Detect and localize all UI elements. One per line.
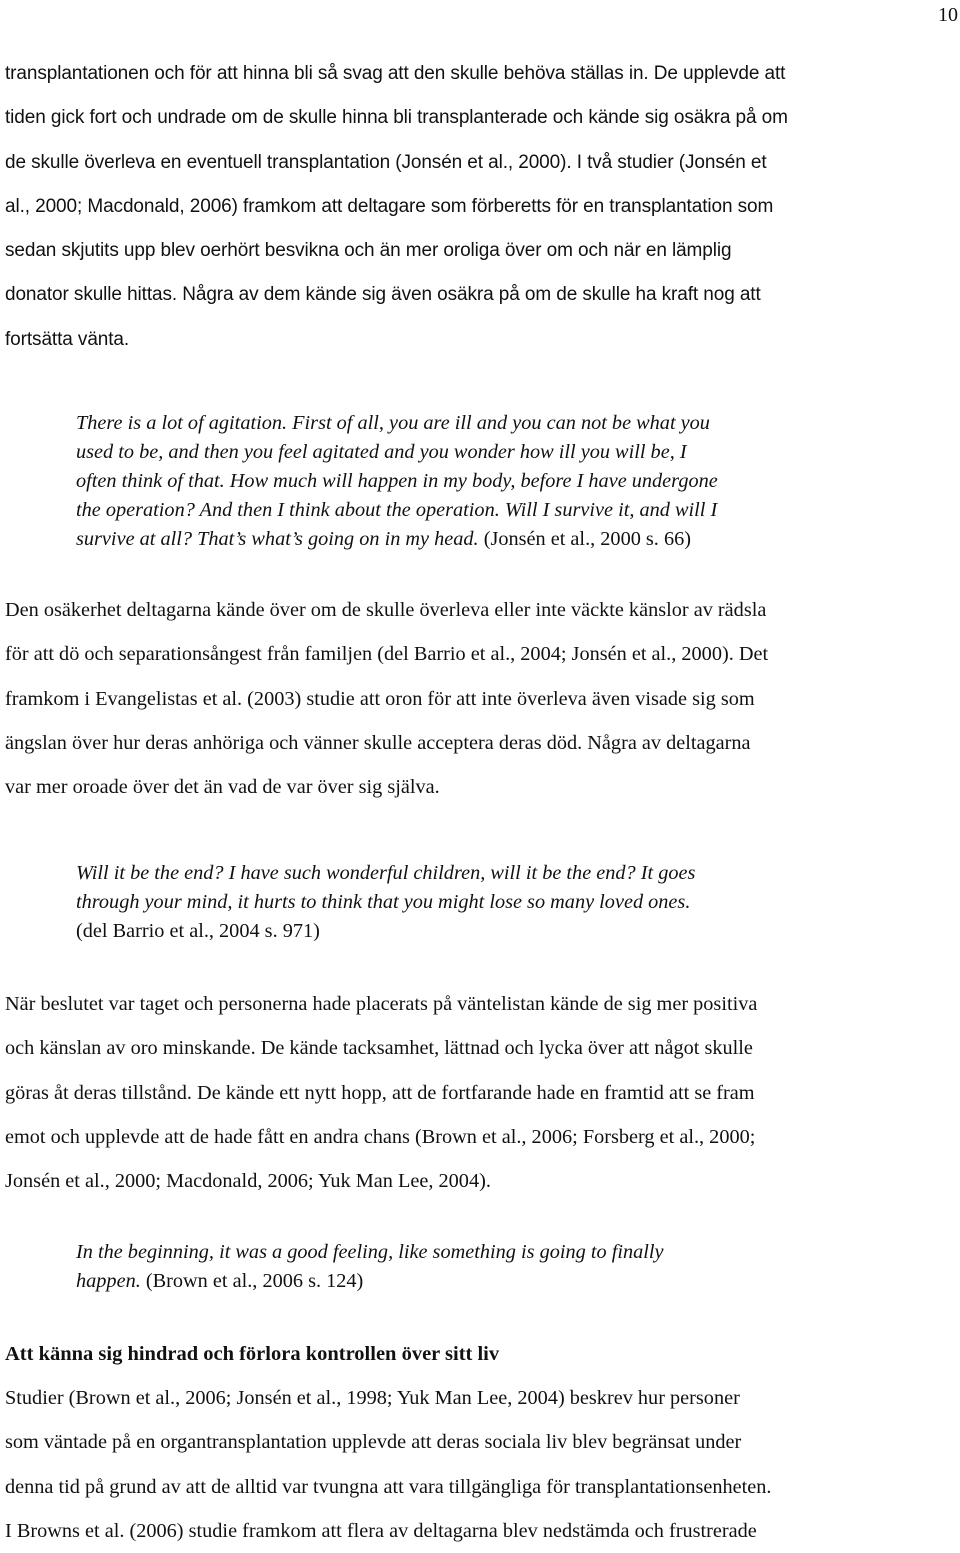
paragraph-line: framkom i Evangelistas et al. (2003) studie att oron för att inte överleva även visade sig som: [5, 687, 755, 710]
paragraph-restricted-social-life: [5, 1376, 960, 1553]
quote-line: the operation? And then I think about the operation. Will I survive it, and will I: [76, 499, 718, 521]
paragraph-line: Den osäkerhet deltagarna kände över om de skulle överleva eller inte väckte känslor av rädsla: [5, 599, 767, 621]
paragraph-line: ängslan över hur deras anhöriga och vänner skulle acceptera deras död. Några av deltagarna: [5, 731, 751, 754]
paragraph-line: tiden gick fort och undrade om de skulle hinna bli transplanterade och kände sig osäkra på om: [5, 107, 788, 129]
quote-line: There is a lot of agitation. First of all, you are ill and you can not be what you: [76, 412, 710, 434]
paragraph-waiting-list-hope: [5, 982, 960, 1203]
paragraph-line: för att dö och separationsångest från familjen (del Barrio et al., 2004; Jonsén et al., 2000). Det: [5, 643, 769, 666]
paragraph-fear-of-death: [5, 588, 960, 809]
paragraph-line: När beslutet var taget och personerna hade placerats på väntelistan kände de sig mer positiva: [5, 993, 758, 1015]
quote-line: In the beginning, it was a good feeling, like something is going to finally: [76, 1241, 664, 1263]
page-number: 10: [938, 4, 958, 26]
paragraph-line: transplantationen och för att hinna bli så svag att den skulle behöva ställas in. De upplevde att: [5, 63, 786, 84]
paragraph-line: I Browns et al. (2006) studie framkom att flera av deltagarna blev nedstämda och frustrerade: [5, 1519, 757, 1542]
quote-line: Will it be the end? I have such wonderful children, will it be the end? It goes: [76, 862, 696, 884]
paragraph-line: och känslan av oro minskande. De kände tacksamhet, lättnad och lycka över att något skulle: [5, 1037, 753, 1060]
paragraph-line: var mer oroade över det än vad de var över sig själva.: [5, 776, 440, 799]
paragraph-line: sedan skjutits upp blev oerhört besvikna och än mer oroliga över om och när en lämplig: [5, 240, 732, 262]
paragraph-waiting-uncertainty: [5, 52, 960, 362]
quote-line: often think of that. How much will happen in my body, before I have undergone: [76, 470, 718, 492]
quote-line: used to be, and then you feel agitated and you wonder how ill you will be, I: [76, 441, 687, 463]
paragraph-line: Studier (Brown et al., 2006; Jonsén et al., 1998; Yuk Man Lee, 2004) beskrev hur personer: [5, 1387, 740, 1409]
quote-brown: [76, 1238, 946, 1296]
paragraph-line: Jonsén et al., 2000; Macdonald, 2006; Yuk Man Lee, 2004).: [5, 1170, 491, 1193]
quote-line: through your mind, it hurts to think that you might lose so many loved ones.: [76, 891, 691, 913]
paragraph-line: som väntade på en organtransplantation upplevde att deras sociala liv blev begränsat under: [5, 1431, 742, 1454]
quote-line: happen. (Brown et al., 2006 s. 124): [76, 1270, 364, 1292]
paragraph-line: emot och upplevde att de hade fått en andra chans (Brown et al., 2006; Forsberg et al., 2000;: [5, 1125, 756, 1148]
paragraph-line: al., 2000; Macdonald, 2006) framkom att deltagare som förberetts för en transplantation som: [5, 195, 774, 217]
paragraph-line: denna tid på grund av att de alltid var tvungna att vara tillgängliga för transplantationsenheten.: [5, 1475, 772, 1498]
quote-line: survive at all? That’s what’s going on in my head. (Jonsén et al., 2000 s. 66): [76, 528, 691, 550]
paragraph-line: fortsätta vänta.: [5, 328, 130, 350]
section-heading: Att känna sig hindrad och förlora kontrollen över sitt liv: [5, 1343, 500, 1365]
paragraph-line: göras åt deras tillstånd. De kände ett nytt hopp, att de fortfarande hade en framtid att se fram: [5, 1081, 755, 1104]
quote-line: (del Barrio et al., 2004 s. 971): [76, 920, 320, 942]
quote-del-barrio: [76, 859, 946, 946]
paragraph-line: donator skulle hittas. Några av dem kände sig även osäkra på om de skulle ha kraft nog att: [5, 284, 761, 306]
quote-jonsen: [76, 409, 946, 554]
paragraph-line: de skulle överleva en eventuell transplantation (Jonsén et al., 2000). I två studier (Jonsén et: [5, 151, 767, 173]
